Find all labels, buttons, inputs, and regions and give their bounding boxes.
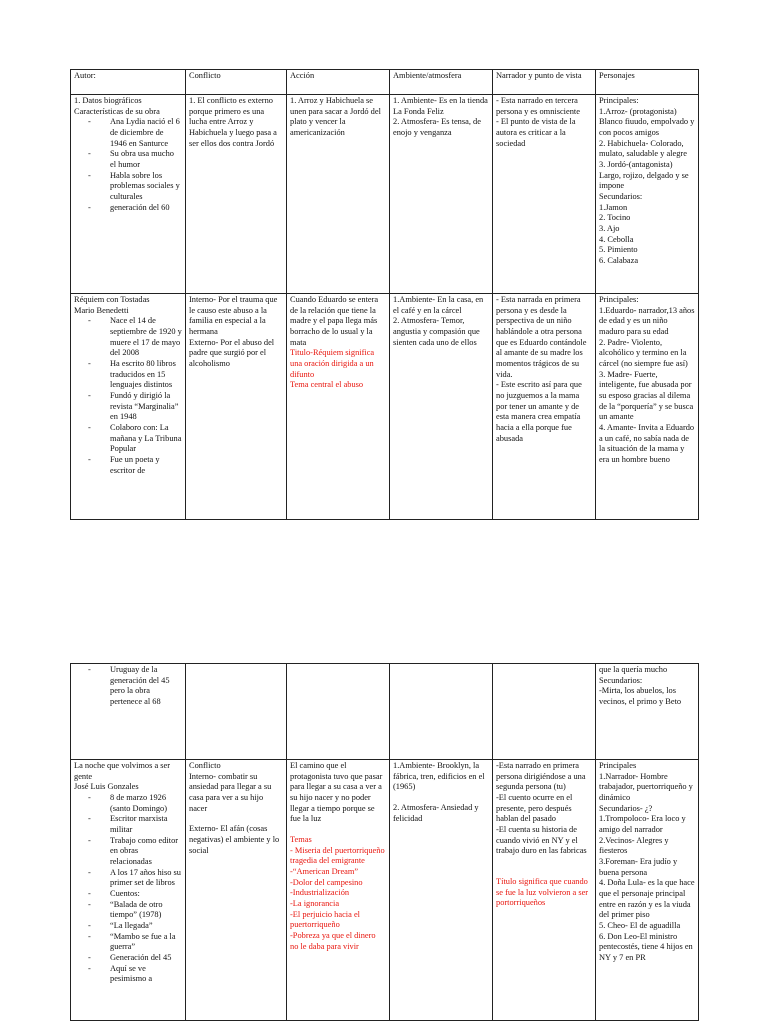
accion-themes [290,835,386,952]
text-line: 2. Atmosfera- Es tensa, de enojo y venganza [393,117,481,138]
bullet-item: - 8 de marzo 1926 (santo Domingo) [110,793,182,814]
text-line: -Dolor del campesino [290,877,363,887]
header-conflicto: Conflicto [186,70,287,95]
text-line: 4. Cebolla [599,234,634,244]
text-line: 6. Calabaza [599,256,639,266]
text-line: Externo- Por el abuso del padre que surgió por el alcoholismo [189,337,275,369]
text-line: 2. Tocino [599,213,631,223]
autor-title [74,295,182,316]
text-line: 1.Narrador- Hombre trabajador, puertorriqueño y dinámico [599,771,693,803]
text-line: -El cuenta su historia de cuando vivió en NY y el trabajo duro en las fabricas [496,825,587,856]
text-line: -El perjuicio hacia el puertorriqueño [290,909,360,930]
text-line: -El cuento ocurre en el presente, pero después hablan del pasado [496,793,573,824]
personajes-cell [596,760,699,1021]
accion-cell [287,294,390,520]
bullet-item: - Ana Lydia nació el 6 de diciembre de 1946 en Santurce [110,117,182,149]
autor-bullets [74,793,182,985]
autor-cell [71,294,186,520]
bullet-item: - A los 17 años hiso su primer set de libros [110,868,182,889]
ambiente-cell [390,760,493,1021]
text-line: Conflicto [189,761,221,770]
text-line: José Luis Gonzales [74,782,139,792]
text-line: -Pobreza ya que el dinero no le daba para vivir [290,931,376,951]
ambiente-cell [390,95,493,294]
autor-bullets [74,316,182,476]
text-line: Principales [599,761,637,770]
text-line: 1.Trompoloco- Era loco y amigo del narrador [599,814,686,835]
header-narrador: Narrador y punto de vista [493,70,596,95]
text-line: 2.Vecinos- Alegres y fiesteros [599,835,669,856]
text-line: Titulo-Réquiem significa una oración dirigida a un difunto [290,348,375,379]
text-line: 6. Don Leo-El ministro pentecostés, tiene 4 hijos en NY y 7 en PR [599,931,693,963]
text-line: 3. Ajo [599,224,620,234]
text-line: -“American Dream” [290,867,359,877]
text-line: 1. Datos biográficos [74,96,142,105]
text-line: Principales: [599,96,639,105]
personajes-cell [596,95,699,294]
header-accion: Acción [287,70,390,95]
text-line: 2. Padre- Violento, alcohólico y termino en la cárcel (no siempre fue así) [599,337,688,369]
text-line: -La ignorancia [290,899,340,909]
text-line: Interno- combatir su ansiedad para llegar a su casa para ver a su hijo nacer [189,771,272,813]
text-line: 1.Ambiente- Brooklyn, la fábrica, tren, edificios en el (1965) [393,761,485,792]
table-row-ana-lydia [71,95,699,294]
text-line: -Industrialización [290,888,350,898]
text-line: 1. El conflicto es externo porque primero es una lucha entre Arroz y Habichuela y luego pasa a ser ellos dos contra Jordó [189,96,277,148]
bullet-item: - Cuentos: [110,889,182,900]
text-line: que la quería mucho [599,665,668,674]
autor-cell [71,664,186,760]
text-line: Principales: [599,295,639,304]
accion-notes [290,348,386,391]
text-line: 5. Pimiento [599,245,638,255]
bullet-item: - “Mambo se fue a la guerra” [110,932,182,953]
narrador-cell [493,760,596,1021]
text-line: 3. Madre- Fuerte, inteligente, fue abusada por su esposo gracias al dilema de la “porquería” y se busca un amante [599,369,694,422]
bullet-item: - Su obra usa mucho el humor [110,149,182,170]
text-line: Título significa que cuando se fue la luz volvieron a ser portorriqueños [496,877,589,908]
bullet-item: - “Balada de otro tiempo” (1978) [110,900,182,921]
conflicto-cell [186,760,287,1021]
autor-title [74,96,182,117]
text-line: Tema central el abuso [290,380,364,390]
text-line: - Este escrito así para que no juzguemos a la mama por tener un amante y de esta manera crea empatía hacia a ella porque fue abusada [496,380,582,443]
narrador-cell [493,664,596,760]
text-line: 1. Ambiente- Es en la tienda La Fonda Feliz [393,96,488,116]
text-line: 4. Amante- Invita a Eduardo a un café, no sabía nada de la situación de la mama y era un hombre bueno [599,423,695,465]
text-line: - El punto de vista de la autora es criticar a la sociedad [496,117,576,148]
text-line: - Uruguay de la generación del 45 pero la obra pertenece al 68 [110,665,170,707]
conflicto-cell [186,664,287,760]
text-line: -Mirta, los abuelos, los vecinos, el primo y Beto [599,686,682,707]
autor-title [74,761,182,793]
personajes-cell [596,664,699,760]
text-line: 1.Eduardo- narrador,13 años de edad y es un niño maduro para su edad [599,305,695,337]
text-line: 2. Atmosfera- Ansiedad y felicidad [393,803,479,823]
table-row-la-noche [71,760,699,1021]
text-line: - Esta narrada en primera persona y es desde la perspectiva de un niño hablándole a otra persona que es Eduardo contándole al amante de su madre los momentos trágicos de su vida. [496,295,587,379]
header-autor: Autor: [71,70,186,95]
bullet-item: - Fue un poeta y escritor de [110,455,182,476]
text-line: Secundarios- ¿? [599,803,653,813]
header-ambiente: Ambiente/atmosfera [390,70,493,95]
personajes-cell [596,294,699,520]
text-line: 2. Habichuela- Colorado, mulato, saludable y alegre [599,138,687,159]
character-analysis-table-continued [70,663,699,1021]
autor-cell [71,760,186,1021]
autor-bullets [74,117,182,213]
header-personajes: Personajes [596,70,699,95]
narrador-cell [493,95,596,294]
text-line: 1. Arroz y Habichuela se unen para sacar a Jordó del plato y vencer la americanización [290,96,381,138]
bullet-item: - Nace el 14 de septiembre de 1920 y muere el 17 de mayo del 2008 [110,316,182,359]
text-line: 1.Jamon [599,202,628,212]
autor-cell [71,95,186,294]
table-row-requiem [71,294,699,520]
text-line: El camino que el protagonista tuvo que pasar para llegar a su casa a ver a su hijo nacer y no poder llegar a tiempo porque se fue la luz [290,761,383,824]
conflicto-cell [186,95,287,294]
bullet-item: - “La llegada” [110,921,182,932]
accion-cell [287,760,390,1021]
text-line: Temas [290,835,312,845]
character-analysis-table [70,69,699,520]
text-line: -Esta narrado en primera persona dirigiéndose a una segunda persona (tu) [496,761,586,792]
ambiente-cell [390,294,493,520]
text-line: 5. Cheo- El de aguadilla [599,921,681,931]
bullet-item: - generación del 60 [110,203,182,214]
text-line: 2. Atmosfera- Temor, angustia y compasión que sienten cada uno de ellos [393,316,480,347]
text-line: Réquiem con Tostadas [74,295,150,304]
bullet-item: - Trabajo como editor en obras relacionadas [110,836,182,868]
text-line: Secundarios: [599,192,643,202]
bullet-item: - Ha escrito 80 libros traducidos en 15 lenguajes distintos [110,359,182,391]
narrador-title-note [496,877,592,909]
text-line: La noche que volvimos a ser gente [74,761,171,781]
text-line: Cuando Eduardo se entera de la relación que tiene la madre y el papa llega más borracho de lo usual y la mata [290,295,379,347]
accion-cell [287,664,390,760]
bullet-item: - Colaboro con: La mañana y La Tribuna Popular [110,423,182,455]
text-line: 1.Arroz- (protagonista) Blanco fiuudo, empolvado y con pocos amigos [599,106,695,138]
table-header-row [71,70,699,95]
text-line: 1.Ambiente- En la casa, en el café y en la cárcel [393,295,484,315]
bullet-item: - Habla sobre los problemas sociales y culturales [110,171,182,203]
text-line: 4. Doña Lula- es la que hace que el personaje principal entre en razón y es la viuda del primer piso [599,878,695,920]
text-line: Interno- Por el trauma que le causo este abuso a la familia en especial a la hermana [189,295,278,337]
table-row-continuation [71,664,699,760]
narrador-cell [493,294,596,520]
text-line: - Miseria del puertorriqueño tragedia del emigrante [290,845,385,866]
bullet-item: - Fundó y dirigió la revista “Marginalia” en 1948 [110,391,182,423]
text-line: Externo- El afán (cosas negativas) el ambiente y lo social [189,824,280,855]
text-line: 3. Jordó-(antagonista) Largo, rojizo, delgado y se impone [599,160,689,191]
text-line: Características de su obra [74,106,160,116]
accion-cell [287,95,390,294]
text-line: Mario Benedetti [74,305,129,315]
text-line: 3.Foreman- Era judío y buena persona [599,857,678,877]
bullet-item: - Generación del 45 [110,953,182,964]
conflicto-cell [186,294,287,520]
text-line: Secundarios: [599,675,643,685]
ambiente-cell [390,664,493,760]
bullet-item: - Escritor marxista militar [110,814,182,835]
text-line: - Esta narrado en tercera persona y es omnisciente [496,96,580,116]
bullet-item: - Aquí se ve pesimismo a [110,964,182,985]
